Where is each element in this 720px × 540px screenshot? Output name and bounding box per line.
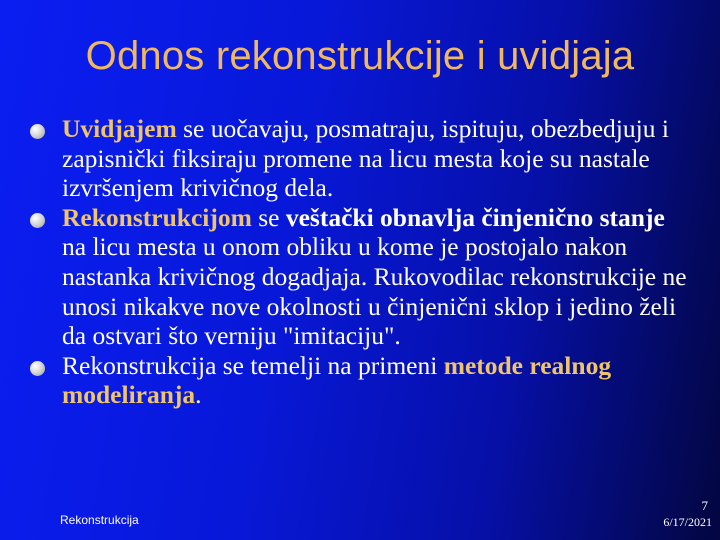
bullet-item-uvidjaj	[30, 114, 690, 203]
term-uvidjajem: Uvidjajem	[62, 114, 177, 143]
bullet-dot-icon	[30, 124, 45, 139]
bullet-dot-icon	[30, 361, 45, 376]
bullet-item-rekonstrukcija	[30, 203, 690, 351]
bullet-text: se	[251, 202, 286, 232]
footer-label: Rekonstrukcija	[60, 513, 139, 527]
term-rekonstrukcijom: Rekonstrukcijom	[62, 202, 252, 232]
bullet-text: se uočavaju, posmatraju, ispituju, obezbedjuju i zapisnički fiksiraju promene na licu mesta koje su nastale izvršenjem krivičnog dela.	[62, 114, 669, 203]
bullet-item-metoda	[30, 351, 690, 410]
bullet-list	[30, 114, 690, 410]
bullet-text-tail: .	[195, 380, 202, 410]
bullet-text: Rekonstrukcija se temelji na primeni	[62, 350, 444, 380]
page-number: 7	[701, 498, 708, 513]
bullet-text: na licu mesta u onom obliku u kome je postojalo nakon nastanka krivičnog dogadjaja. Rukovodilac rekonstrukcije ne unosi nikakve nove okolnosti u činjenični sklop i jedino želi da ostvari što verniju "imitaciju".	[62, 232, 687, 351]
footer-date: 6/17/2021	[663, 515, 712, 529]
bullet-dot-icon	[30, 213, 45, 228]
slide-title: Odnos rekonstrukcije i uvidjaja	[85, 34, 635, 78]
bold-phrase: veštački obnavlja činjenično stanje	[285, 202, 665, 232]
term-metoda: metode realnog modeliranja	[62, 350, 612, 410]
